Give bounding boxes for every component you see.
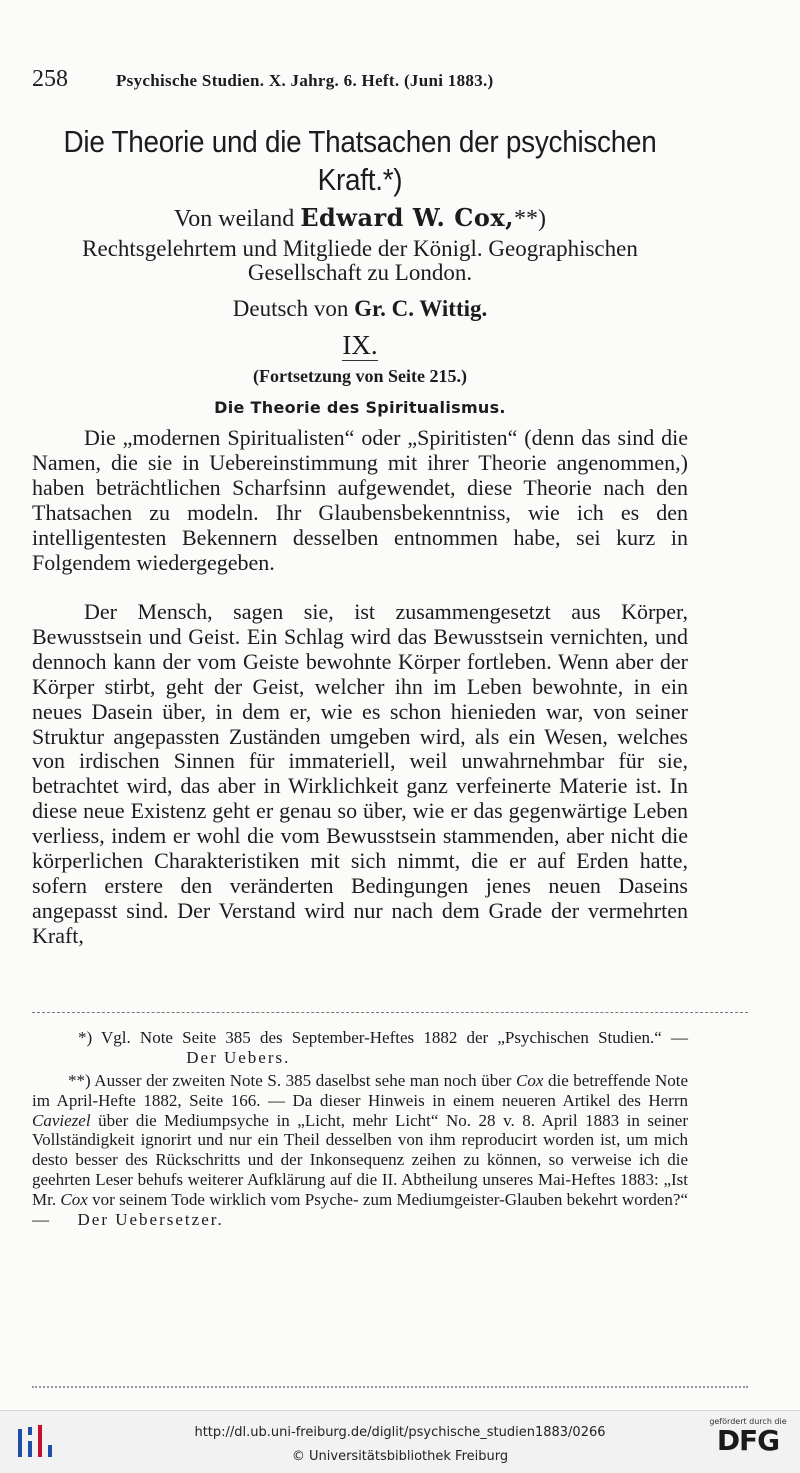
page-number: 258 <box>32 66 68 92</box>
author-name: Edward W. Cox, <box>300 203 514 232</box>
footnote-2-part4: vor seinem Tode wirklich vom Psyche- zum Mediumgeister-Glauben bekehrt worden?“ — <box>32 1189 688 1229</box>
footnote-2 <box>32 1071 688 1229</box>
running-title: Psychische Studien. X. Jahrg. 6. Heft. (Juni 1883.) <box>116 71 494 90</box>
affiliation-line2: Gesellschaft zu London. <box>247 260 473 285</box>
translator-line <box>0 296 720 322</box>
running-header <box>32 66 732 96</box>
byline <box>0 203 720 233</box>
article-title-line1: Die Theorie und die Thatsachen der psychischen <box>63 124 657 159</box>
footnote-2-signature: Der Uebersetzer. <box>77 1209 224 1229</box>
footnote-1 <box>32 1028 688 1068</box>
copyright-notice: © Universitätsbibliothek Freiburg <box>291 1449 509 1464</box>
paragraph-1: Die „modernen Spiritualisten“ oder „Spiritisten“ (denn das sind die Namen, die sie in Uebereinstimmung mit ihrer Theorie angenommen,) haben beträchtlichen Scharfsinn aufgewendet, diese Theorie nach den Thatsachen zu modeln. Ihr Glaubensbekenntniss, wie ich es den intelligentesten Bekennern desselben entnommen habe, sei kurz in Folgendem wiedergegeben. <box>32 425 688 575</box>
footnote-2-caviezel-italic: Caviezel <box>32 1110 91 1130</box>
affiliation-line1: Rechtsgelehrtem und Mitgliede der Königl. Geographischen <box>82 236 638 261</box>
part-number-text: IX. <box>342 330 378 360</box>
footnote-2-part3: über die Mediumpsyche in „Licht, mehr Licht“ No. 28 v. 8. April 1883 in seiner Vollständigkeit ignorirt und nur ein Theil desselben von ihm reproducirt worden ist, um mich desto besser des Rückschritts und der Inkonsequenz zeihen zu können, so verweise ich die geehrten Leser behufs weiterer Aufklärung auf die II. Abtheilung unseres Mai-Heftes 1883: „Ist Mr. <box>32 1110 688 1209</box>
part-number <box>0 330 720 361</box>
byline-prefix: Von weiland <box>174 206 301 232</box>
footnote-1-text: *) Vgl. Note Seite 385 des September-Heftes 1882 der „Psychischen Studien.“ — <box>78 1028 688 1047</box>
translator-prefix: Deutsch von <box>232 296 355 321</box>
footnote-divider <box>32 1012 748 1013</box>
document-url[interactable]: http://dl.ub.uni-freiburg.de/diglit/psychische_studien1883/0266 <box>194 1425 606 1440</box>
dfg-funding-text: gefördert durch die <box>709 1417 787 1426</box>
footnote-2-part1: **) Ausser der zweiten Note S. 385 daselbst sehe man noch über <box>68 1071 517 1090</box>
section-title: Die Theorie des Spiritualismus. <box>214 398 506 417</box>
viewer-footer <box>0 1410 800 1473</box>
dfg-logo <box>706 1417 790 1469</box>
translator-name: Gr. C. Wittig. <box>354 296 488 321</box>
continuation-note: (Fortsetzung von Seite 215.) <box>253 366 467 386</box>
author-note-marker: **) <box>513 206 546 232</box>
footnote-2-cox-italic: Cox <box>516 1071 544 1090</box>
dfg-logo-text: DFG <box>716 1424 780 1457</box>
article-title-line2: Kraft.*) <box>317 162 403 197</box>
footnote-2-cox2-italic: Cox <box>60 1189 88 1209</box>
footnote-1-signature: Der Uebers. <box>186 1047 291 1067</box>
footnote-2-part2: die betreffende Note im April-Hefte 1882, Seite 166. — Da dieser Hinweis in einem neueren Artikel des Herrn <box>32 1071 688 1110</box>
paragraph-2: Der Mensch, sagen sie, ist zusammengesetzt aus Körper, Bewusstsein und Geist. Ein Schlag wird das Bewusstsein vernichten, und dennoch kann der vom Geiste bewohnte Körper fortleben. Wenn aber der Körper stirbt, geht der Geist, welcher ihn im Leben bewohnte, in ein neues Dasein über, in dem er, wie es schon hienieden war, von seiner Struktur angepassten Zuständen umgeben wird, als ein Wesen, welches von irdischen Sinnen für immateriell, weil unwahrnehmbar für sie, betrachtet wird, das aber in Wirklichkeit ganz verfeinerte Materie ist. In diese neue Existenz geht er genau so über, wie er das gegenwärtige Leben verliess, indem er wohl die vom Bewusstsein stammenden, aber nicht die körperlichen Charakteristiken mit sich nimmt, die er auf Erden hatte, sofern erstere den veränderten Bedingungen jenes neuen Daseins angepasst sind. Der Verstand wird nur nach dem Grade der vermehrten Kraft, <box>32 599 688 948</box>
scan-artifact-line <box>32 1386 748 1388</box>
